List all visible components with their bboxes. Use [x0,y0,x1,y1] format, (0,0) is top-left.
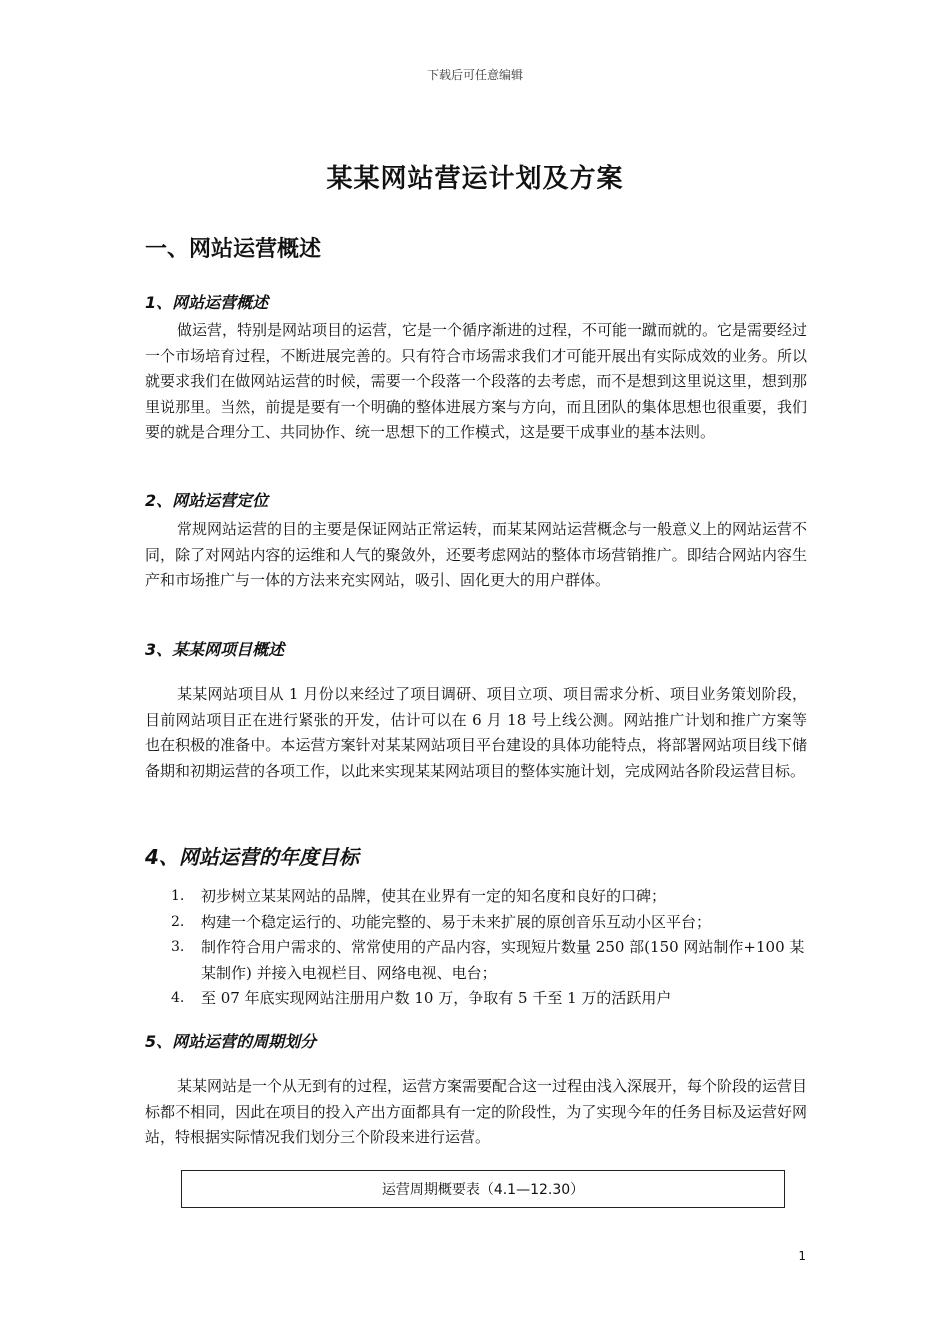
subsection-heading-2: 2、网站运营定位 [145,491,269,510]
section-heading-overview: 一、网站运营概述 [145,237,322,262]
subsection-heading-3: 3、某某网项目概述 [145,640,285,659]
subsection-heading-5: 5、网站运营的周期划分 [145,1032,317,1051]
paragraph-period-division: 某某网站是一个从无到有的过程，运营方案需要配合这一过程由浅入深展开，每个阶段的运营目标都不相同，因此在项目的投入产出方面都具有一定的阶段性，为了实现今年的任务目标及运营好网站，特根据实际情况我们划分三个阶段来进行运营。 [145,1077,808,1146]
subsection-heading-1: 1、网站运营概述 [145,293,269,312]
paragraph-project-overview: 某某网站项目从 1 月份以来经过了项目调研、项目立项、项目需求分析、项目业务策划阶段，目前网站项目正在进行紧张的开发，估计可以在 6 月 18 号上线公测。网站推广计划和推广方案等也在积极的准备中。本运营方案针对某某网站项目平台建设的具体功能特点，将部署网站项目线下储备期和初期运营的各项工作，以此来实现某某网站项目的整体实施计划，完成网站各阶段运营目标。 [145,685,807,780]
document-title: 某某网站营运计划及方案 [326,164,624,194]
table-caption-box [181,1170,785,1208]
list-item-text: 至 07 年底实现网站注册用户数 10 万，争取有 5 千至 1 万的活跃用户 [201,989,672,1007]
table-caption: 运营周期概要表（4.1—12.30） [381,1182,585,1198]
page-header: 下载后可任意编辑 [426,68,523,82]
paragraph-positioning: 常规网站运营的目的主要是保证网站正常运转，而某某网站运营概念与一般意义上的网站运营不同，除了对网站内容的运维和人气的聚敛外，还要考虑网站的整体市场营销推广。即结合网站内容生产和市场推广与一体的方法来充实网站，吸引、固化更大的用户群体。 [145,520,808,589]
list-item-text: 制作符合用户需求的、常常使用的产品内容，实现短片数量 250 部(150 网站制作+100 某某制作) 并接入电视栏目、网络电视、电台； [201,938,805,982]
paragraph-overview: 做运营，特别是网站项目的运营，它是一个循序渐进的过程，不可能一蹴而就的。它是需要经过一个市场培育过程，不断进展完善的。只有符合市场需求我们才可能开展出有实际成效的业务。所以就要求我们在做网站运营的时候，需要一个段落一个段落的去考虑，而不是想到这里说这里，想到那里说那里。当然，前提是要有一个明确的整体进展方案与方向，而且团队的集体思想也很重要，我们要的就是合理分工、共同协作、统一思想下的工作模式，这是要干成事业的基本法则。 [145,321,808,441]
subsection-heading-4: 4、网站运营的年度目标 [145,845,359,869]
list-item [145,935,807,986]
list-item [145,910,807,936]
list-number: 4. [171,990,185,1006]
list-item-text: 初步树立某某网站的品牌，使其在业界有一定的知名度和良好的口碑； [201,887,667,905]
annual-goals-list [145,884,807,1012]
list-item [145,986,807,1012]
list-number: 3. [171,939,185,955]
list-number: 1. [171,888,185,904]
page-number: 1 [798,1249,806,1263]
list-item-text: 构建一个稳定运行的、功能完整的、易于未来扩展的原创音乐互动小区平台； [201,912,712,931]
list-number: 2. [171,913,185,930]
list-item [145,884,807,910]
